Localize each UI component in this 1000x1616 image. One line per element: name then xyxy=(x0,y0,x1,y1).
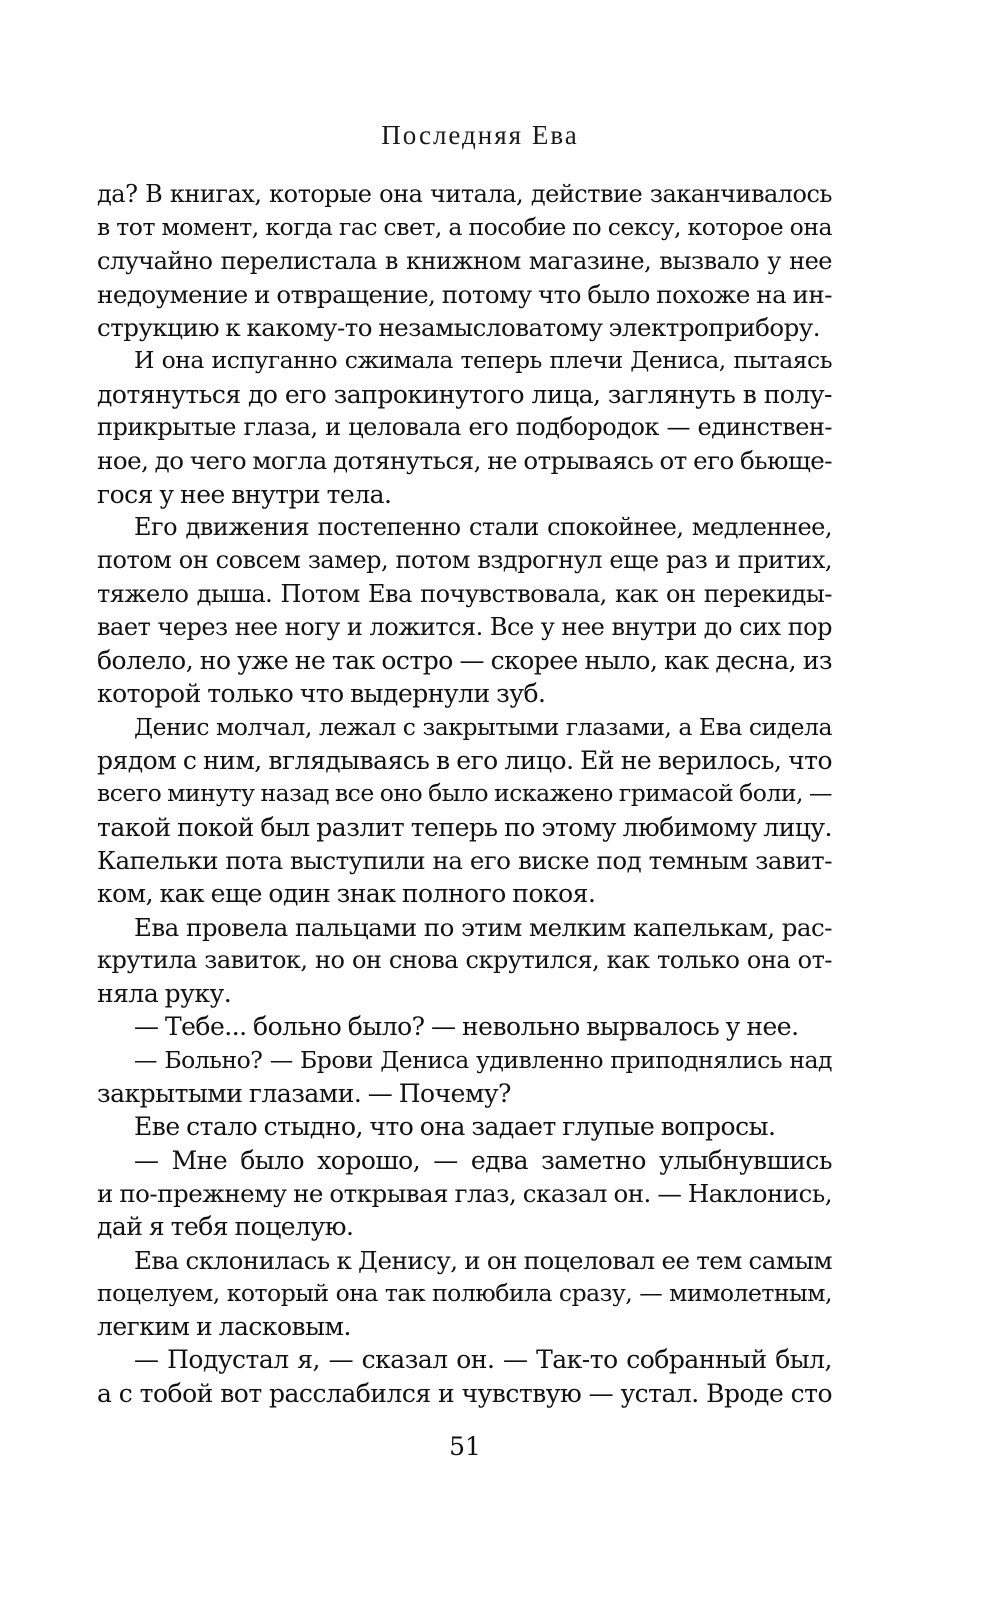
text-line: Ева провела пальцами по этим мелким капелькам, рас- xyxy=(134,912,832,942)
text-line: прикрытые глаза, и целовала его подбородок — единствен- xyxy=(97,413,832,442)
text-line: потом он совсем замер, потом вздрогнул еще раз и притих, xyxy=(97,546,832,575)
text-line: такой покой был разлит теперь по этому любимому лицу. xyxy=(97,812,832,842)
running-title: Последняя Ева xyxy=(381,120,579,150)
text-line: ком, как еще один знак полного покоя. xyxy=(97,879,596,909)
text-line: Еве стало стыдно, что она задает глупые вопросы. xyxy=(134,1112,776,1142)
text-line: няла руку. xyxy=(97,979,232,1009)
text-line: Капельки пота выступили на его виске под темным завит- xyxy=(97,845,832,875)
text-line: дотянуться до его запрокинутого лица, заглянуть в полу- xyxy=(97,379,832,409)
text-line: — Подустал я, — сказал он. — Так-то собранный был, xyxy=(134,1345,832,1375)
body-text xyxy=(97,178,832,1410)
text-line: Ева склонилась к Денису, и он поцеловал ее тем самым xyxy=(134,1245,832,1275)
text-line: тяжело дыша. Потом Ева почувствовала, как он перекиды- xyxy=(97,579,832,608)
text-line: легким и ласковым. xyxy=(97,1312,351,1342)
text-line: которой только что выдернули зуб. xyxy=(97,679,546,709)
text-line: закрытыми глазами. — Почему? xyxy=(97,1079,511,1109)
text-line: и по-прежнему не открывая глаз, сказал он. — Наклонись, xyxy=(97,1178,832,1208)
text-line: ное, до чего могла дотянуться, не отрываясь от его бьюще- xyxy=(97,446,832,476)
text-line: вает через нее ногу и ложится. Все у нее внутри до сих пор xyxy=(97,612,832,641)
text-line: Денис молчал, лежал с закрытыми глазами, а Ева сидела xyxy=(134,712,832,741)
text-line: недоумение и отвращение, потому что было похоже на ин- xyxy=(97,279,832,309)
text-line: да? В книгах, которые она читала, действие заканчивалось xyxy=(97,180,832,208)
text-line: болело, но уже не так остро — скорее ныло, как десна, из xyxy=(97,646,832,676)
text-line: — Тебе... больно было? — невольно вырвалось у нее. xyxy=(134,1012,799,1042)
text-line: поцелуем, который она так полюбила сразу, — мимолетным, xyxy=(97,1278,832,1307)
text-line: — Мне было хорошо, — едва заметно улыбнувшись xyxy=(134,1145,832,1175)
text-line: И она испуганно сжимала теперь плечи Дениса, пытаясь xyxy=(134,346,832,375)
text-line: случайно перелистала в книжном магазине, вызвало у нее xyxy=(97,246,832,275)
text-line: а с тобой вот расслабился и чувствую — устал. Вроде сто xyxy=(97,1378,832,1408)
text-line: гося у нее внутри тела. xyxy=(97,479,392,509)
text-line: — Больно? — Брови Дениса удивленно приподнялись над xyxy=(134,1045,832,1074)
text-line: крутила завиток, но он снова скрутился, как только она от- xyxy=(97,945,832,974)
text-line: всего минуту назад все оно было искажено гримасой боли, — xyxy=(97,779,832,808)
page-number: 51 xyxy=(449,1432,481,1461)
text-line: струкцию к какому-то незамысловатому электроприбору. xyxy=(97,313,820,343)
text-line: рядом с ним, вглядываясь в его лицо. Ей не верилось, что xyxy=(97,746,832,776)
text-line: Его движения постепенно стали спокойнее, медленнее, xyxy=(134,512,832,541)
text-line: дай я тебя поцелую. xyxy=(97,1212,354,1242)
text-line: в тот момент, когда гас свет, а пособие по сексу, которое она xyxy=(97,213,832,242)
